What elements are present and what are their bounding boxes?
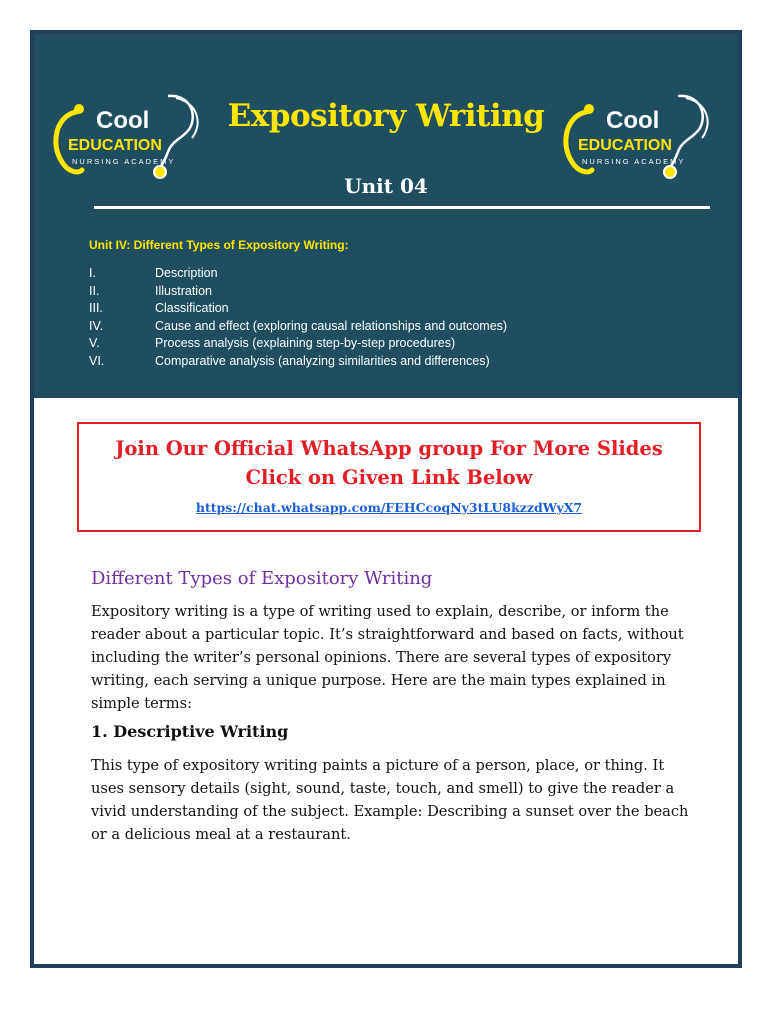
svg-text:Cool: Cool	[606, 107, 660, 134]
toc-number: II.	[89, 283, 100, 298]
toc-item	[89, 284, 507, 302]
callout-line-1: Join Our Official WhatsApp group For More Slides	[115, 437, 663, 460]
callout-line-2: Click on Given Link Below	[245, 466, 533, 489]
svg-text:NURSING ACADEMY: NURSING ACADEMY	[72, 157, 176, 166]
unit-heading: Unit IV: Different Types of Expository Writing:	[89, 238, 349, 252]
descriptive-writing-heading: 1. Descriptive Writing	[91, 722, 289, 741]
toc-number: IV.	[89, 318, 104, 333]
toc-text: Illustration	[155, 283, 212, 298]
toc-number: I.	[89, 266, 96, 280]
unit-label: Unit 04	[344, 174, 428, 198]
svg-text:EDUCATION: EDUCATION	[578, 137, 672, 154]
intro-paragraph: Expository writing is a type of writing used to explain, describe, or inform the reader about a particular topic. It’s straightforward and based on facts, without including the writer’s personal opinions. There are several types of expository writing, each serving a unique purpose. Here are the main types explained in simple terms:	[91, 603, 684, 712]
toc-item	[89, 319, 507, 337]
section-heading: Different Types of Expository Writing	[91, 568, 433, 589]
toc-list	[89, 266, 507, 371]
toc-item	[89, 336, 507, 354]
stethoscope-logo-icon	[558, 92, 718, 182]
toc-text: Comparative analysis (analyzing similarities and differences)	[155, 353, 490, 368]
whatsapp-link[interactable]: https://chat.whatsapp.com/FEHCcoqNy3tLU8kzzdWyX7	[195, 500, 583, 515]
page-title: Expository Writing	[227, 98, 545, 134]
toc-text: Description	[155, 266, 218, 280]
toc-text: Classification	[155, 301, 229, 315]
whatsapp-callout-box	[77, 422, 701, 532]
svg-text:NURSING ACADEMY: NURSING ACADEMY	[582, 157, 686, 166]
svg-text:Cool: Cool	[96, 107, 150, 134]
toc-text: Process analysis (explaining step-by-step procedures)	[155, 336, 456, 350]
svg-text:EDUCATION: EDUCATION	[68, 137, 162, 154]
toc-item	[89, 266, 507, 284]
toc-text: Cause and effect (exploring causal relationships and outcomes)	[155, 318, 508, 333]
header-banner	[34, 34, 738, 398]
document-frame	[30, 30, 742, 968]
toc-number: VI.	[89, 353, 105, 368]
header-divider	[94, 206, 710, 209]
toc-number: V.	[89, 336, 100, 350]
toc-number: III.	[89, 301, 103, 315]
toc-item	[89, 354, 507, 372]
toc-item	[89, 301, 507, 319]
descriptive-paragraph: This type of expository writing paints a picture of a person, place, or thing. It uses sensory details (sight, sound, taste, touch, and smell) to give the reader a vivid understanding of the subject. Example: Describing a sunset over the beach or a delicious meal at a restaurant.	[91, 757, 689, 843]
